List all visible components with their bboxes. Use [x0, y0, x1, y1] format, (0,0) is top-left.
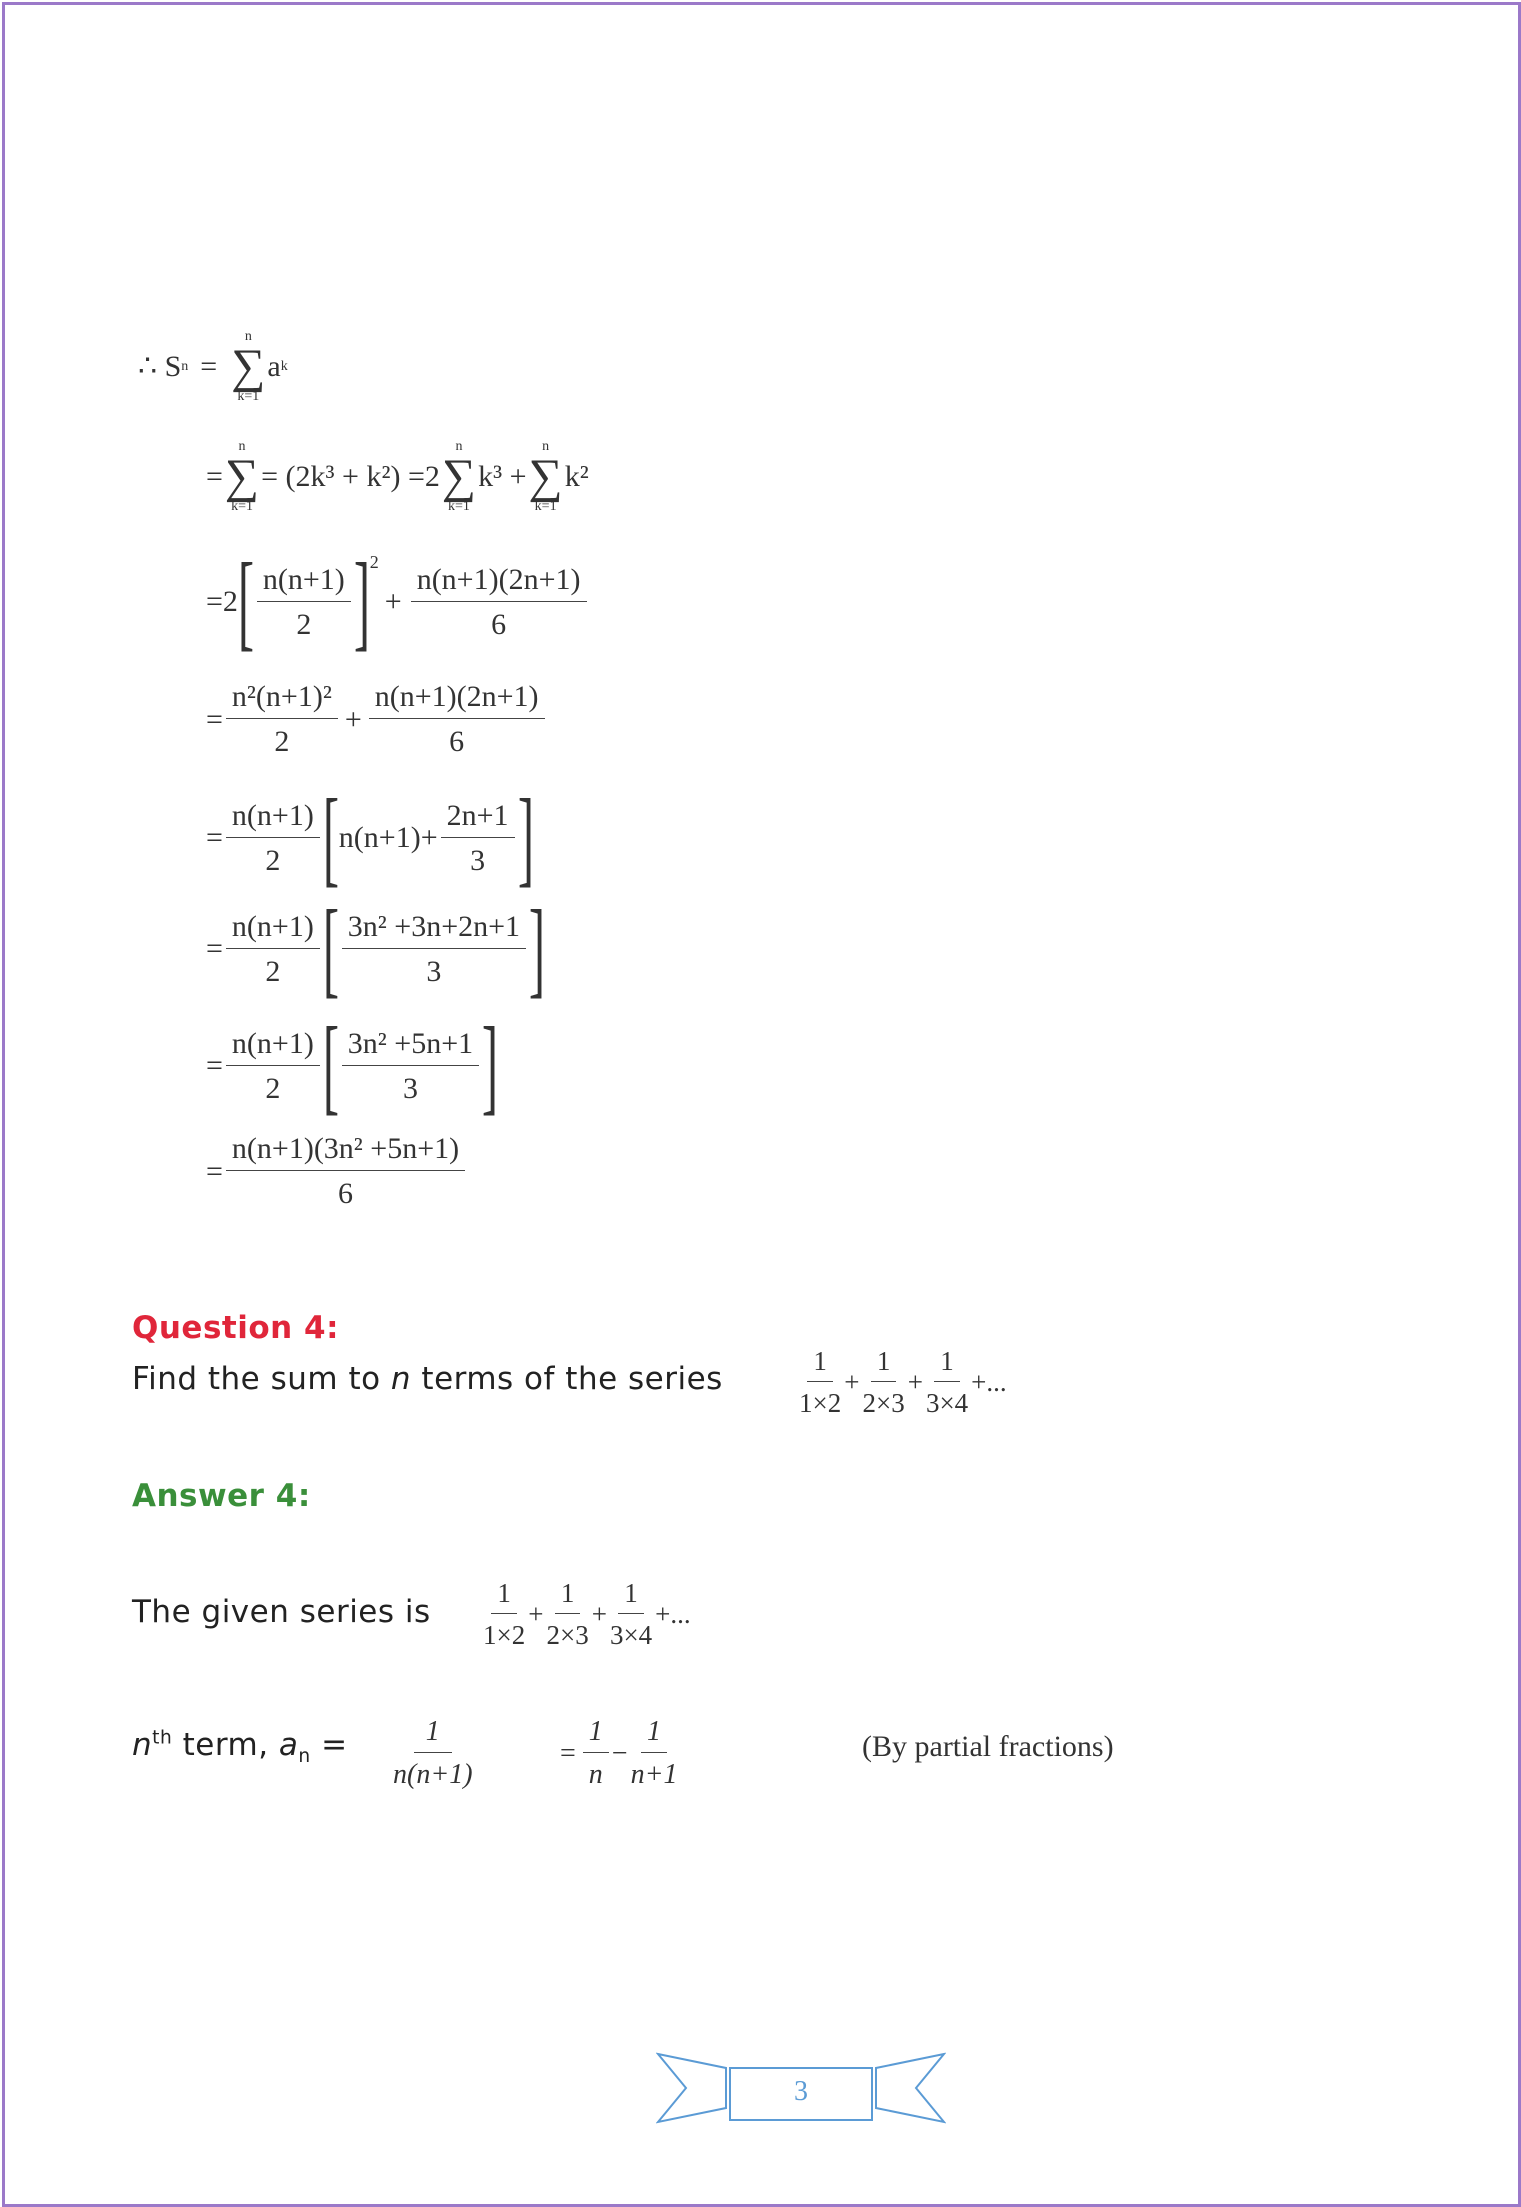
question-heading: Question 4: [132, 1310, 339, 1346]
sigma-upper: n [238, 439, 246, 454]
denominator: 1×2 [799, 1388, 842, 1418]
question-var: n [390, 1361, 412, 1397]
given-series-text: The given series is [132, 1594, 431, 1630]
question-text-after: terms of the series [411, 1361, 723, 1397]
numerator: n(n+1) [226, 1027, 320, 1066]
numerator: n(n+1) [226, 910, 320, 949]
denominator: 3×4 [925, 1388, 969, 1418]
derivation-line-5 [206, 889, 546, 1008]
lead: = [206, 1154, 223, 1188]
numerator: n²(n+1)² [226, 680, 338, 719]
page-number: 3 [794, 2076, 808, 2107]
denominator: 2 [274, 725, 290, 758]
lead: = [206, 1049, 223, 1082]
eq-sign: = [206, 459, 223, 493]
expr-k2: k² [564, 459, 589, 493]
fraction [226, 910, 320, 989]
denominator: 2×3 [862, 1388, 905, 1418]
ellipsis: +... [655, 1599, 691, 1629]
answer-series [480, 1578, 691, 1651]
left-bracket: [ [237, 542, 254, 661]
fraction [369, 680, 545, 759]
derivation-line-1 [206, 440, 589, 514]
lead: = [206, 702, 223, 736]
numerator: 1 [414, 1716, 452, 1753]
numerator: 1 [934, 1346, 960, 1382]
denominator: n(n+1) [393, 1759, 473, 1790]
question-series [796, 1346, 1007, 1419]
sigma-symbol: ∑ [528, 450, 563, 503]
series-term [862, 1346, 904, 1419]
derivation-line-0 [138, 330, 288, 404]
numerator: 1 [641, 1716, 667, 1753]
fraction [226, 799, 320, 878]
numerator: n(n+1) [226, 799, 320, 838]
fraction [257, 563, 351, 642]
eq-sign: = [200, 349, 218, 383]
plus: + [844, 1367, 860, 1397]
sigma-upper: n [542, 439, 550, 454]
denominator: 2 [265, 1071, 281, 1105]
question-text [132, 1361, 723, 1397]
nth-term-label [132, 1727, 348, 1767]
summation [225, 440, 259, 514]
numerator: 3n² +3n+2n+1 [342, 910, 526, 949]
derivation-line-4 [206, 778, 534, 897]
summation [231, 330, 265, 404]
denominator: 3 [426, 954, 442, 988]
derivation-line-3 [206, 680, 548, 759]
fraction [441, 799, 515, 878]
fraction [226, 1027, 320, 1106]
numerator: 1 [618, 1578, 644, 1614]
partial-fractions-note: (By partial fractions) [862, 1730, 1114, 1763]
plus: + [591, 1599, 607, 1629]
term-a: a [267, 349, 281, 383]
denominator: 3×4 [609, 1620, 653, 1650]
denominator: 6 [491, 607, 507, 641]
left-bracket: [ [322, 1006, 339, 1125]
denominator: 2 [265, 843, 281, 877]
question-text-before: Find the sum to [132, 1361, 391, 1397]
sigma-lower: k=1 [448, 498, 470, 514]
eq-sign: = [310, 1727, 348, 1763]
right-bracket: ] [482, 1006, 499, 1125]
expr-mid: = (2k³ + k²) =2 [261, 459, 440, 493]
denominator: 2×3 [546, 1620, 589, 1650]
summation [442, 440, 476, 514]
numerator: 1 [583, 1716, 609, 1753]
sigma-lower: k=1 [534, 498, 557, 514]
sigma-lower: k=1 [237, 388, 260, 404]
sigma-symbol: ∑ [231, 340, 266, 393]
numerator: n(n+1) [257, 563, 351, 602]
numerator: 1 [807, 1346, 833, 1382]
denominator: 2 [265, 954, 281, 988]
denominator: n [588, 1759, 603, 1790]
fraction [583, 1716, 609, 1791]
denominator: 6 [449, 725, 465, 758]
series-term [483, 1578, 525, 1651]
numerator: 1 [555, 1578, 581, 1614]
nth-sup: th [152, 1727, 173, 1749]
left-bracket: [ [322, 889, 339, 1008]
plus: + [384, 585, 402, 618]
sigma-lower: k=1 [231, 498, 253, 514]
exponent: 2 [369, 552, 379, 572]
fraction [226, 1132, 465, 1211]
nth-term-text: term, [172, 1727, 279, 1763]
partial-fraction-expr [560, 1716, 681, 1791]
sigma-upper: n [455, 439, 463, 454]
a-sub: n [298, 1746, 311, 1768]
fraction [411, 563, 587, 642]
term-sub: k [280, 358, 288, 374]
denominator: 1×2 [483, 1620, 526, 1650]
numerator: 1 [871, 1346, 897, 1382]
sigma-upper: n [244, 329, 252, 344]
denominator: 6 [338, 1177, 354, 1210]
series-term [926, 1346, 968, 1419]
derivation-line-2 [206, 542, 590, 661]
minus: − [611, 1737, 628, 1769]
summation [529, 440, 563, 514]
nth-term-fraction [390, 1716, 476, 1791]
lead: =2 [206, 585, 238, 618]
fraction [342, 910, 526, 989]
nth-n: n [132, 1727, 153, 1763]
lead: = [206, 821, 223, 854]
denominator: 2 [296, 607, 312, 641]
expr-k3: k³ + [478, 459, 527, 493]
plus: + [344, 702, 362, 736]
derivation-line-6 [206, 1006, 499, 1125]
answer-heading: Answer 4: [132, 1478, 311, 1514]
sn-sub: n [181, 358, 189, 374]
numerator: n(n+1)(2n+1) [369, 680, 545, 719]
page-number-badge [656, 2046, 946, 2130]
left-bracket: [ [322, 778, 339, 897]
plus: + [907, 1367, 923, 1397]
numerator: n(n+1)(3n² +5n+1) [226, 1132, 465, 1171]
right-bracket: ] [528, 889, 546, 1008]
fraction [226, 680, 338, 759]
right-bracket: ] [517, 778, 534, 897]
fraction [342, 1027, 479, 1106]
sn-label: ∴ S [138, 350, 182, 384]
denominator: 3 [470, 843, 486, 877]
plus: + [528, 1599, 544, 1629]
numerator: 1 [491, 1578, 517, 1614]
right-bracket: ] [353, 542, 370, 661]
series-term [799, 1346, 841, 1419]
a-symbol: a [278, 1727, 299, 1763]
sigma-symbol: ∑ [441, 450, 477, 503]
denominator: n+1 [630, 1759, 678, 1790]
numerator: n(n+1)(2n+1) [411, 563, 587, 602]
lead: = [206, 932, 223, 965]
eq-sign: = [560, 1737, 576, 1769]
numerator: 2n+1 [441, 799, 515, 838]
fraction [631, 1716, 678, 1791]
denominator: 3 [402, 1071, 418, 1105]
series-term [610, 1578, 652, 1651]
ellipsis: +... [971, 1367, 1007, 1397]
sigma-symbol: ∑ [224, 450, 260, 503]
fraction [393, 1716, 473, 1791]
numerator: 3n² +5n+1 [342, 1027, 479, 1066]
series-term [546, 1578, 588, 1651]
inner-expr: n(n+1)+ [338, 821, 438, 854]
derivation-line-7 [206, 1132, 468, 1211]
